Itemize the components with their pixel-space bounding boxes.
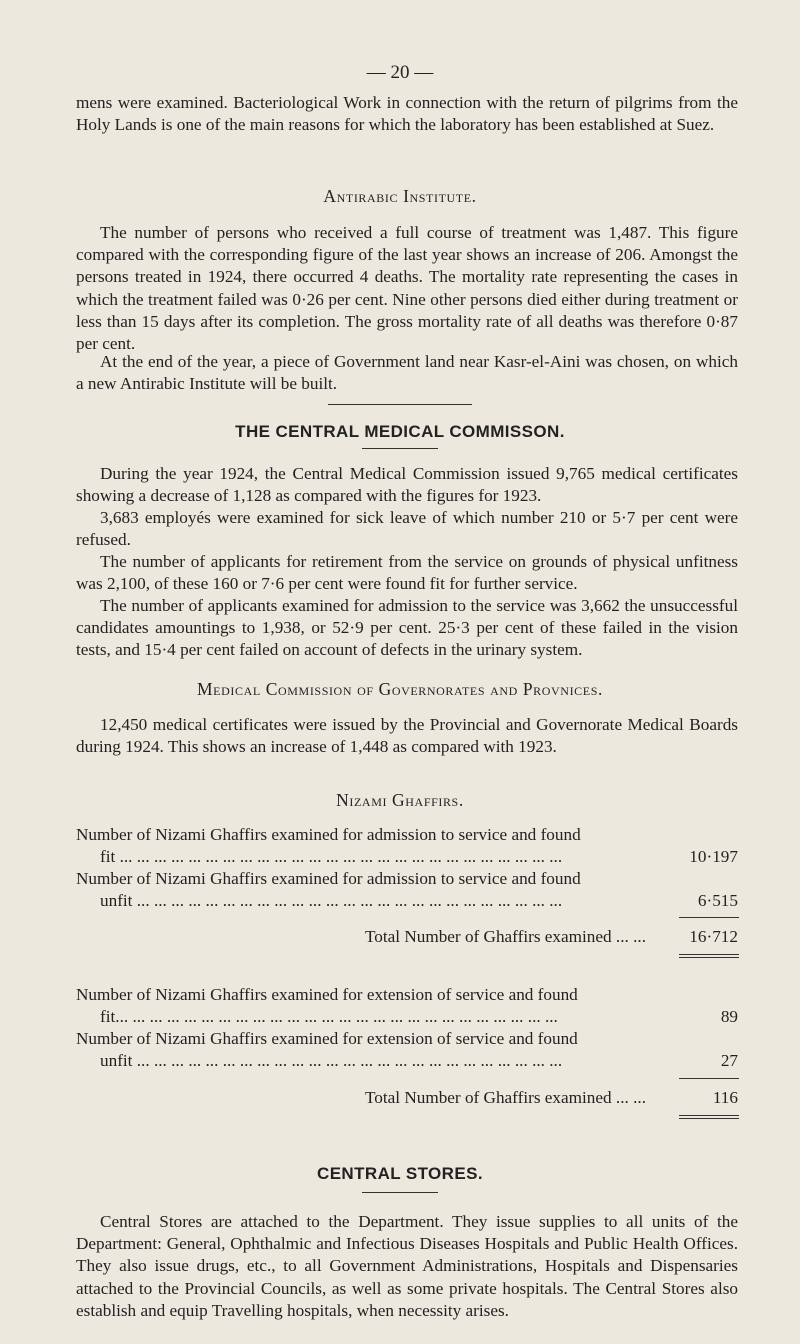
total-double-rule-bottom <box>679 1118 739 1119</box>
nizami-admission-unfit-value: 6·515 <box>697 891 738 910</box>
nizami-admission-unfit-row <box>76 890 738 912</box>
subtotal-rule <box>679 1078 739 1079</box>
nizami-extension-fit-value: 89 <box>720 1007 738 1026</box>
central-medical-paragraph-1: During the year 1924, the Central Medical Commission issued 9,765 medical certificates showing a decrease of 1,128 as compared with the figures for 1923. <box>76 464 738 506</box>
central-stores-heading: CENTRAL STORES. <box>317 1164 483 1183</box>
nizami-admission-fit-value: 10·197 <box>689 847 738 866</box>
nizami-admission-unfit-label-line2: unfit ... ... ... ... ... ... ... ... ... ... ... ... ... ... ... ... ... ... ... ... ... ... ... ... ... <box>100 891 563 910</box>
nizami-extension-total-label: Total Number of Ghaffirs examined ... ... <box>364 1088 646 1107</box>
governorates-paragraph: 12,450 medical certificates were issued by the Provincial and Governorate Medical Boards during 1924. This shows an increase of 1,448 as compared with 1923. <box>76 715 738 757</box>
page-number: — 20 — <box>366 62 434 83</box>
nizami-admission-fit-label-line1: Number of Nizami Ghaffirs examined for admission to service and found <box>76 825 581 844</box>
nizami-admission-fit-label-line2: fit ... ... ... ... ... ... ... ... ... ... ... ... ... ... ... ... ... ... ... ... ... ... ... ... ... ... <box>100 847 563 866</box>
nizami-extension-total-row <box>76 1087 738 1109</box>
governorates-heading: Medical Commission of Governorates and Provnices. <box>197 679 603 699</box>
central-medical-paragraph-2: 3,683 employés were examined for sick leave of which number 210 or 5·7 per cent were refused. <box>76 508 738 550</box>
antirabic-paragraph-1: The number of persons who received a full course of treatment was 1,487. This figure compared with the corresponding figure of the last year shows an increase of 206. Amongst the persons treated in 1924, there occurred 4 deaths. The mortality rate representing the cases in which the treatment failed was 0·26 per cent. Nine other persons died either during treatment or less than 15 days after its completion. The gross mortality rate of all deaths was therefore 0·87 per cent. <box>76 223 738 354</box>
nizami-extension-fit-label-line2: fit... ... ... ... ... ... ... ... ... ... ... ... ... ... ... ... ... ... ... ... ... ... ... ... ... ... <box>100 1007 558 1026</box>
nizami-extension-fit-label-line1: Number of Nizami Ghaffirs examined for extension of service and found <box>76 985 578 1004</box>
nizami-extension-unfit-label-line2: unfit ... ... ... ... ... ... ... ... ... ... ... ... ... ... ... ... ... ... ... ... ... ... ... ... ... <box>100 1051 563 1070</box>
section-divider <box>328 404 472 405</box>
nizami-admission-total-row <box>76 926 738 948</box>
nizami-extension-unfit-label-line1: Number of Nizami Ghaffirs examined for extension of service and found <box>76 1029 578 1048</box>
nizami-heading: Nizami Ghaffirs. <box>336 790 464 810</box>
total-double-rule-top <box>679 1115 739 1116</box>
central-medical-heading: THE CENTRAL MEDICAL COMMISSON. <box>235 422 565 441</box>
nizami-extension-fit-row <box>76 1006 738 1028</box>
nizami-admission-total-label: Total Number of Ghaffirs examined ... ... <box>364 927 646 946</box>
nizami-admission-unfit-label-line1: Number of Nizami Ghaffirs examined for admission to service and found <box>76 869 581 888</box>
nizami-admission-fit-row <box>76 846 738 868</box>
intro-paragraph: mens were examined. Bacteriological Work in connection with the return of pilgrims from the Holy Lands is one of the main reasons for which the laboratory has been established at Suez. <box>76 93 738 135</box>
subtotal-rule <box>679 917 739 918</box>
antirabic-heading: Antirabic Institute. <box>323 186 477 206</box>
central-stores-paragraph: Central Stores are attached to the Department. They issue supplies to all units of the Department: General, Ophthalmic and Infectious Diseases Hospitals and Public Health Offices. They also issue drugs, etc., to all Government Administrations, Hospitals and Dispensaries attached to the Provincial Councils, as well as some private hospitals. The Central Stores also establish and equip Travelling hospitals, when necessity arises. <box>76 1212 738 1320</box>
total-double-rule-bottom <box>679 957 739 958</box>
nizami-extension-unfit-value: 27 <box>720 1051 738 1070</box>
central-medical-paragraph-3: The number of applicants for retirement from the service on grounds of physical unfitness was 2,100, of these 160 or 7·6 per cent were found fit for further service. <box>76 552 738 594</box>
nizami-admission-total-value: 16·712 <box>689 927 738 946</box>
total-double-rule-top <box>679 954 739 955</box>
nizami-extension-unfit-row <box>76 1050 738 1072</box>
nizami-extension-total-value: 116 <box>712 1088 738 1107</box>
antirabic-paragraph-2: At the end of the year, a piece of Government land near Kasr-el-Aini was chosen, on which a new Antirabic Institute will be built. <box>76 352 738 394</box>
central-medical-paragraph-4: The number of applicants examined for admission to the service was 3,662 the unsuccessful candidates amountings to 1,938, or 52·9 per cent. 25·3 per cent of these failed in the vision tests, and 15·4 per cent failed on account of defects in the urinary system. <box>76 596 738 660</box>
heading-underline <box>362 448 438 449</box>
heading-underline <box>362 1192 438 1193</box>
